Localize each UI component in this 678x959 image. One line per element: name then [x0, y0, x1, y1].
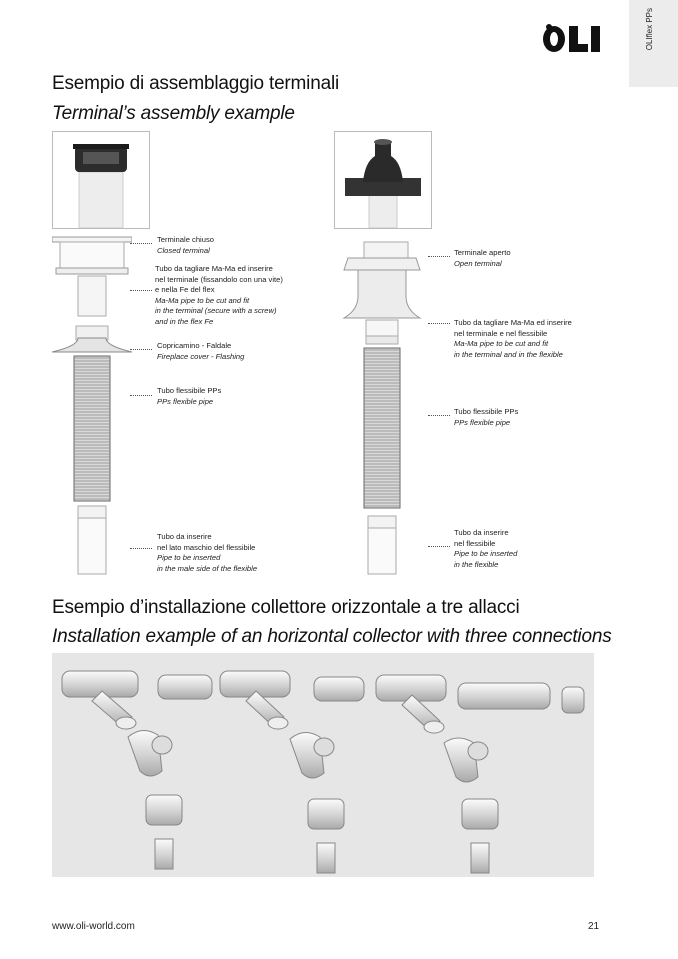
page-number: 21 [588, 921, 600, 932]
label-text: e nella Fe del flex [155, 285, 215, 294]
label-text: Terminale aperto [454, 248, 511, 257]
label-text: nel terminale (fissandolo con una vite) [155, 274, 283, 284]
label-text: Tubo da tagliare Ma-Ma ed inserire [454, 318, 572, 327]
label-text: Tubo da inserire [454, 528, 509, 537]
label-text: Terminale chiuso [157, 235, 214, 244]
footer-website: www.oli-world.com [52, 921, 135, 932]
label-insert-pipe-right [454, 528, 517, 570]
label-text: Tubo flessibile PPs [454, 407, 519, 416]
label-flexible-pipe-right [454, 407, 518, 428]
label-text: nel lato maschio del flessibile [157, 542, 256, 552]
label-text-en: PPs flexible pipe [157, 396, 214, 406]
label-text-en: Fireplace cover - Flashing [157, 351, 245, 361]
label-text-en: and in the flex Fe [155, 316, 214, 326]
label-text: Tubo da inserire [157, 532, 212, 541]
brand-logo [540, 22, 604, 56]
label-text: Tubo da tagliare Ma-Ma ed inserire [155, 264, 273, 273]
label-text-en: Ma-Ma pipe to be cut and fit [155, 295, 250, 305]
leader-line [130, 548, 152, 549]
label-text: Tubo flessibile PPs [157, 386, 222, 395]
leader-line [428, 546, 450, 547]
leader-line [130, 349, 152, 350]
leader-line [428, 256, 450, 257]
section1-title-en: Terminal’s assembly example [52, 103, 295, 124]
collector-installation-photo [52, 653, 594, 877]
open-terminal-assembly-diagram [320, 240, 424, 576]
leader-line [428, 323, 450, 324]
label-fireplace-cover [157, 341, 244, 362]
label-text-en: in the terminal (secure with a screw) [155, 306, 277, 315]
section1-title-it: Esempio di assemblaggio terminali [52, 73, 339, 94]
section2-title-en: Installation example of an horizontal collector with three connections [52, 626, 612, 647]
side-tab [629, 0, 678, 87]
label-text-en: in the male side of the flexible [157, 563, 258, 573]
label-text: nel flessibile [454, 538, 496, 548]
label-text-en: Pipe to be inserted [454, 549, 518, 558]
side-tab-label: OLIflex PPs [645, 8, 654, 51]
label-text-en: in the terminal and in the flexible [454, 349, 563, 359]
leader-line [130, 243, 152, 244]
label-text-en: Pipe to be inserted [157, 553, 221, 562]
section2-title-it: Esempio d’installazione collettore orizzontale a tre allacci [52, 597, 520, 618]
label-cut-pipe-right [454, 318, 572, 360]
leader-line [428, 415, 450, 416]
label-flexible-pipe [157, 386, 221, 407]
closed-terminal-photo [52, 131, 150, 229]
label-text-en: in the flexible [454, 559, 499, 569]
label-closed-terminal [157, 235, 214, 256]
label-text: Copricamino - Faldale [157, 341, 232, 350]
label-text-en: Ma-Ma pipe to be cut and fit [454, 339, 549, 348]
label-text: nel terminale e nel flessibile [454, 328, 548, 338]
label-text-en: Open terminal [454, 258, 502, 268]
open-terminal-photo [334, 131, 432, 229]
label-text-en: Closed terminal [157, 245, 210, 255]
label-open-terminal [454, 248, 511, 269]
leader-line [130, 290, 152, 291]
label-cut-pipe [155, 264, 283, 327]
leader-line [130, 395, 152, 396]
label-insert-pipe [157, 532, 257, 574]
label-text-en: PPs flexible pipe [454, 417, 511, 427]
closed-terminal-assembly-diagram [52, 234, 132, 576]
